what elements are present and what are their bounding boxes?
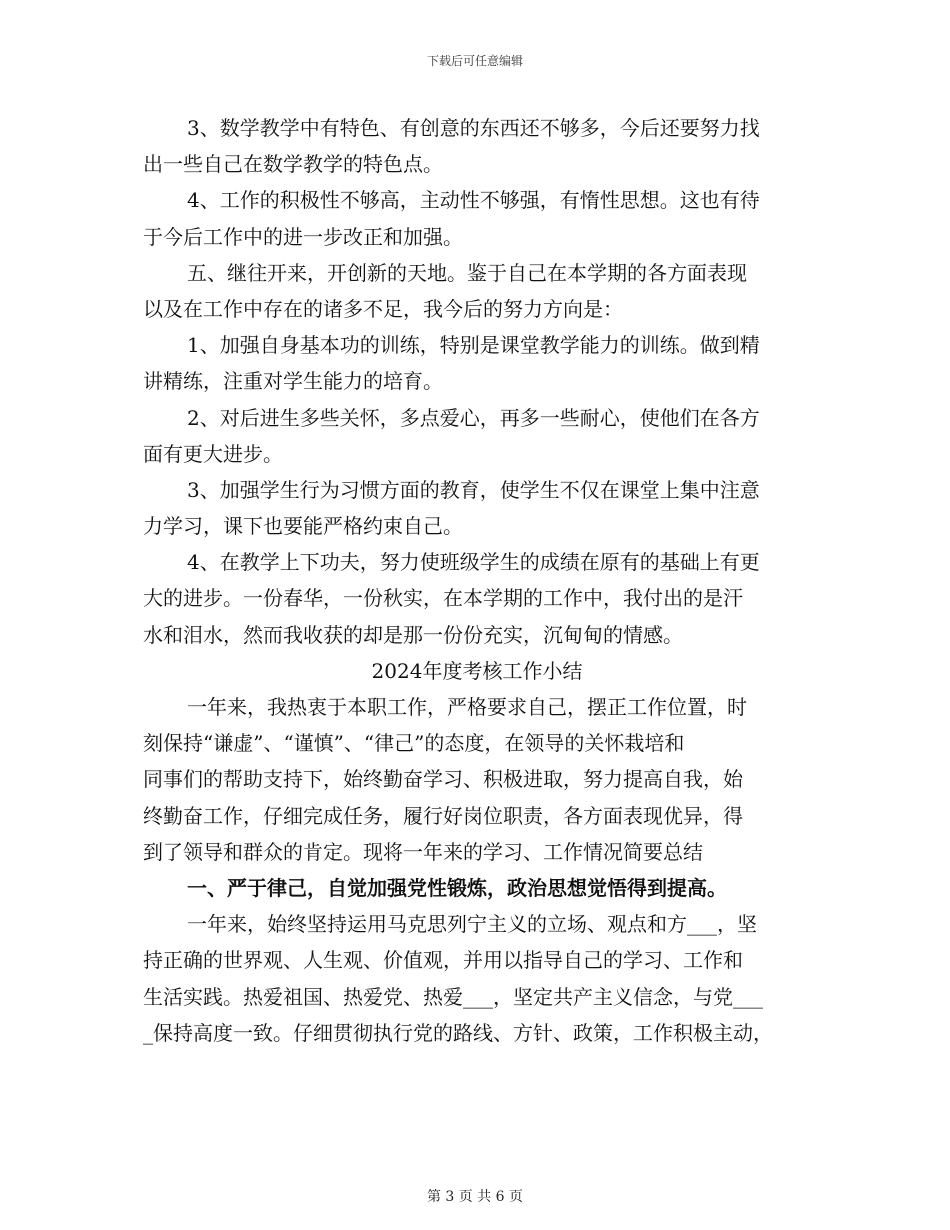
section-title: 2024年度考核工作小结 xyxy=(371,658,583,683)
text-line: 出一些自己在数学教学的特色点。 xyxy=(143,152,443,177)
text-line: 1、加强自身基本功的训练，特别是课堂教学能力的训练。做到精 xyxy=(187,333,760,358)
text-line: 讲精练，注重对学生能力的培育。 xyxy=(143,369,443,394)
text-line: 于今后工作中的进一步改正和加强。 xyxy=(143,224,463,249)
text-line: 同事们的帮助支持下，始终勤奋学习、积极进取，努力提高自我，始 xyxy=(143,767,743,792)
text-line: 终勤奋工作，仔细完成任务，履行好岗位职责，各方面表现优异，得 xyxy=(143,803,743,828)
document-body xyxy=(143,110,811,1051)
text-line: 2、对后进生多些关怀，多点爱心，再多一些耐心，使他们在各方 xyxy=(187,405,760,430)
text-line: 一年来，始终坚持运用马克思列宁主义的立场、观点和方___，坚 xyxy=(187,912,757,937)
text-line: 以及在工作中存在的诸多不足，我今后的努力方向是： xyxy=(143,296,623,321)
text-line: _保持高度一致。仔细贯彻执行党的路线、方针、政策，工作积极主动， xyxy=(143,1020,773,1045)
page-header: 下载后可任意编辑 xyxy=(426,54,523,68)
text-line: 持正确的世界观、人生观、价值观，并用以指导自己的学习、工作和 xyxy=(143,948,743,973)
page-footer: 第 3 页 共 6 页 xyxy=(426,1189,524,1205)
text-line: 一年来，我热衷于本职工作，严格要求自己，摆正工作位置，时 xyxy=(187,695,747,719)
text-line: 4、工作的积极性不够高，主动性不够强，有惰性思想。这也有待 xyxy=(187,188,760,213)
text-line: 五、继往开来，开创新的天地。鉴于自己在本学期的各方面表现 xyxy=(187,260,747,285)
text-line: 面有更大进步。 xyxy=(143,441,283,466)
text-line: 到了领导和群众的肯定。现将一年来的学习、工作情况简要总结 xyxy=(143,839,703,864)
text-line: 3、数学教学中有特色、有创意的东西还不够多，今后还要努力找 xyxy=(187,116,760,140)
text-line: 水和泪水，然而我收获的却是那一份份充实，沉甸甸的情感。 xyxy=(143,622,683,647)
text-line: 大的进步。一份春华，一份秋实，在本学期的工作中，我付出的是汗 xyxy=(143,586,743,611)
text-line: 生活实践。热爱祖国、热爱党、热爱___，坚定共产主义信念，与党___ xyxy=(143,984,763,1009)
text-line: 力学习，课下也要能严格约束自己。 xyxy=(143,514,463,539)
section-heading: 一、严于律己，自觉加强党性锻炼，政治思想觉悟得到提高。 xyxy=(187,875,727,900)
text-line: 4、在教学上下功夫，努力使班级学生的成绩在原有的基础上有更 xyxy=(187,550,760,575)
text-line: 3、加强学生行为习惯方面的教育，使学生不仅在课堂上集中注意 xyxy=(187,477,760,502)
text-line: 刻保持“谦虚”、“谨慎”、“律己”的态度，在领导的关怀栽培和 xyxy=(143,731,685,756)
